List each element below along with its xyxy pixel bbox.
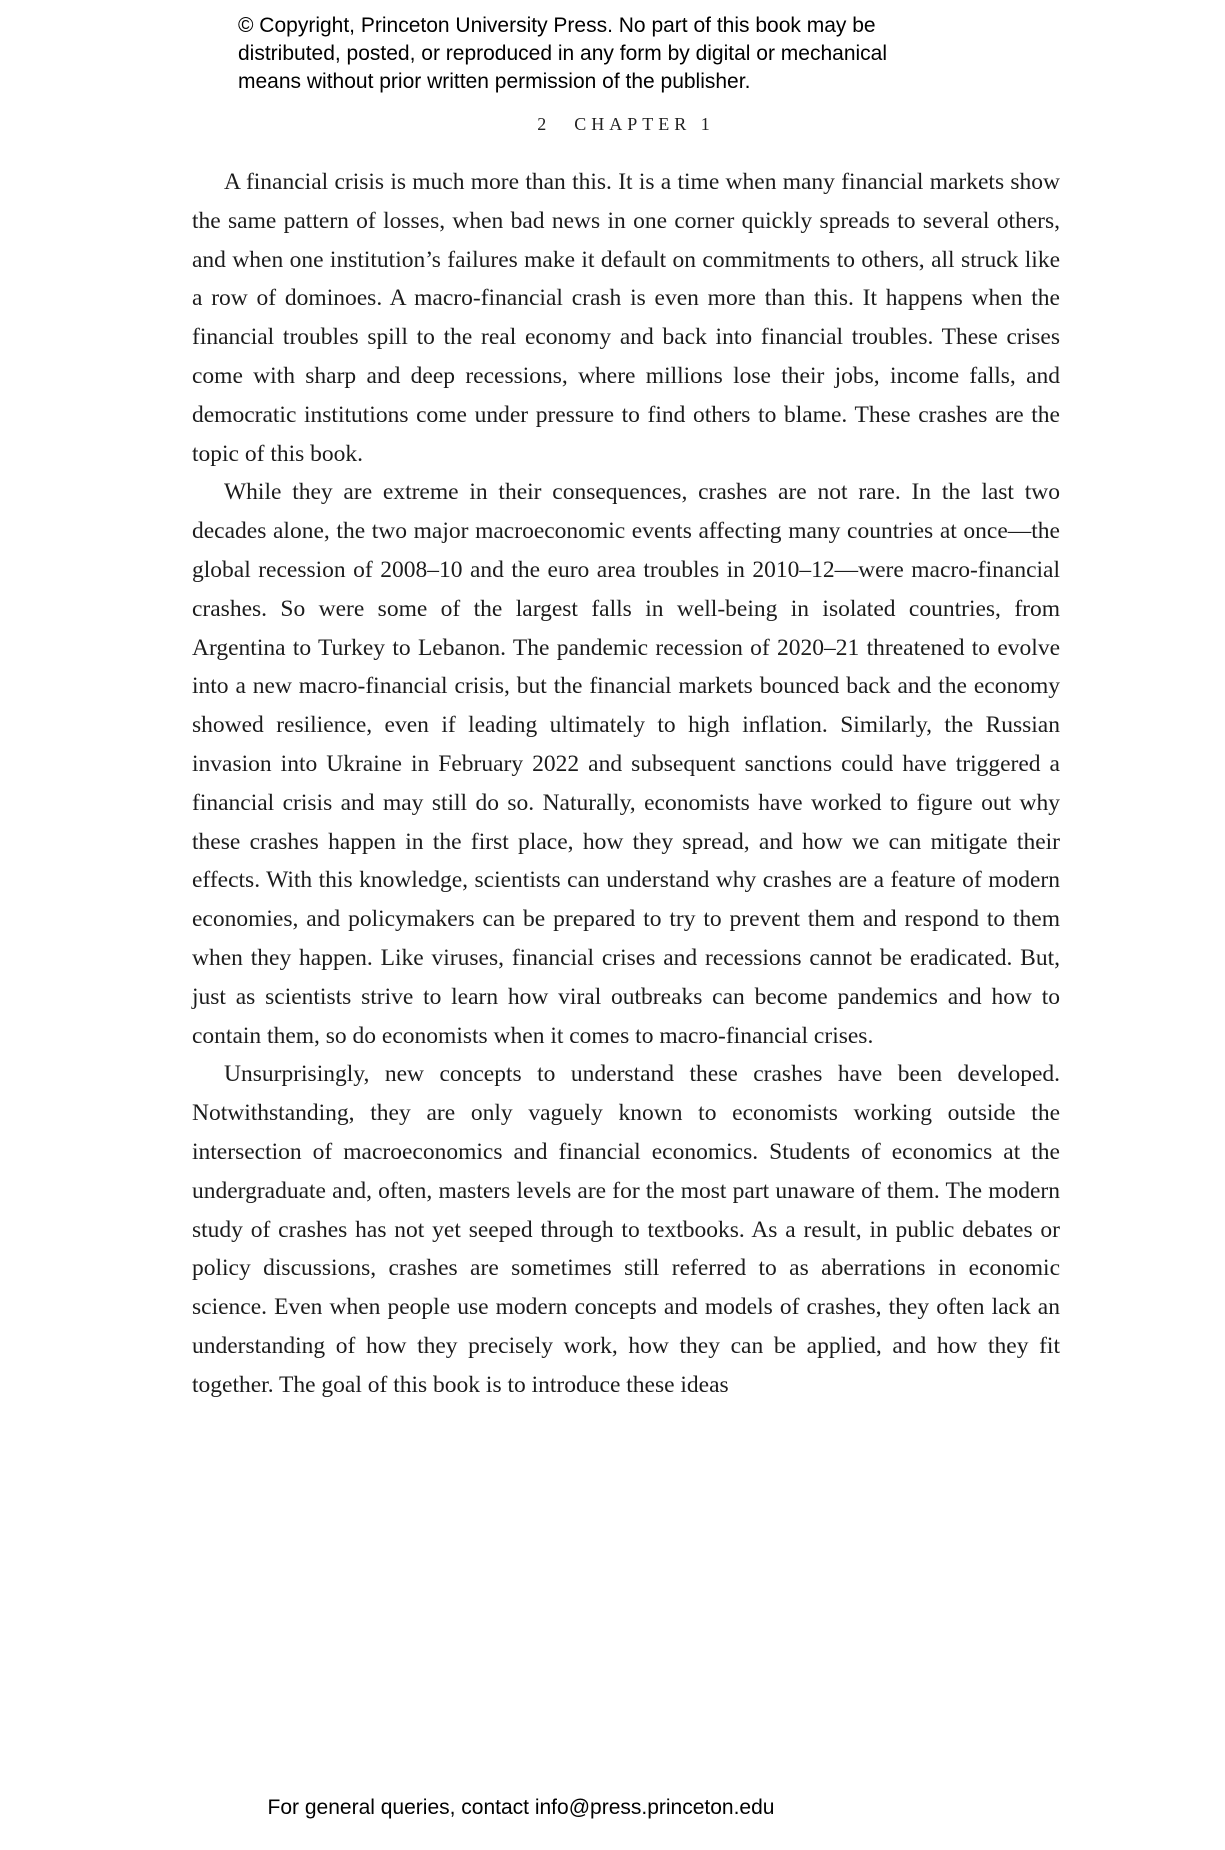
copyright-notice (238, 12, 887, 96)
paragraph: A financial crisis is much more than this. It is a time when many financial markets show the same pattern of losses, when bad news in one corner quickly spreads to several others, and when one institution’s failures make it default on commitments to others, all struck like a row of dominoes. A macro-financial crash is even more than this. It happens when the financial troubles spill to the real economy and back into financial troubles. These crises come with sharp and deep recessions, where millions lose their jobs, income falls, and democratic institutions come under pressure to find others to blame. These crashes are the topic of this book. (192, 169, 1060, 467)
paragraph: Unsurprisingly, new concepts to understand these crashes have been developed. Notwithstanding, they are only vaguely known to economists working outside the intersection of macroeconomics and financial economics. Students of economics at the undergraduate and, often, masters levels are for the most part unaware of them. The modern study of crashes has not yet seeped through to textbooks. As a result, in public debates or policy discussions, crashes are sometimes still referred to as aberrations in economic science. Even when people use modern concepts and models of crashes, they often lack an understanding of how they precisely work, how they can be applied, and how they fit together. The goal of this book is to introduce these ideas (192, 1061, 1060, 1398)
footer-query-note: For general queries, contact info@press.princeton.edu (267, 1796, 775, 1819)
body-text (192, 163, 1060, 1405)
copyright-line-2: distributed, posted, or reproduced in any form by digital or mechanical (238, 42, 888, 65)
chapter-label: CHAPTER 1 (574, 114, 715, 134)
copyright-line-3: means without prior written permission of the publisher. (238, 70, 751, 93)
running-head (192, 114, 1060, 135)
copyright-line-1: © Copyright, Princeton University Press. No part of this book may be (238, 14, 876, 37)
paragraph: While they are extreme in their consequences, crashes are not rare. In the last two decades alone, the two major macroeconomic events affecting many countries at once—the global recession of 2008–10 and the euro area troubles in 2010–12—were macro-financial crashes. So were some of the largest falls in well-being in isolated countries, from Argentina to Turkey to Lebanon. The pandemic recession of 2020–21 threatened to evolve into a new macro-financial crisis, but the financial markets bounced back and the economy showed resilience, even if leading ultimately to high inflation. Similarly, the Russian invasion into Ukraine in February 2022 and subsequent sanctions could have triggered a financial crisis and may still do so. Naturally, economists have worked to figure out why these crashes happen in the first place, how they spread, and how we can mitigate their effects. With this knowledge, scientists can understand why crashes are a feature of modern economies, and policymakers can be prepared to try to prevent them and respond to them when they happen. Like viruses, financial crises and recessions cannot be eradicated. But, just as scientists strive to learn how viral outbreaks can become pandemics and how to contain them, so do economists when it comes to macro-financial crises. (192, 479, 1060, 1049)
page-number: 2 (537, 114, 549, 134)
